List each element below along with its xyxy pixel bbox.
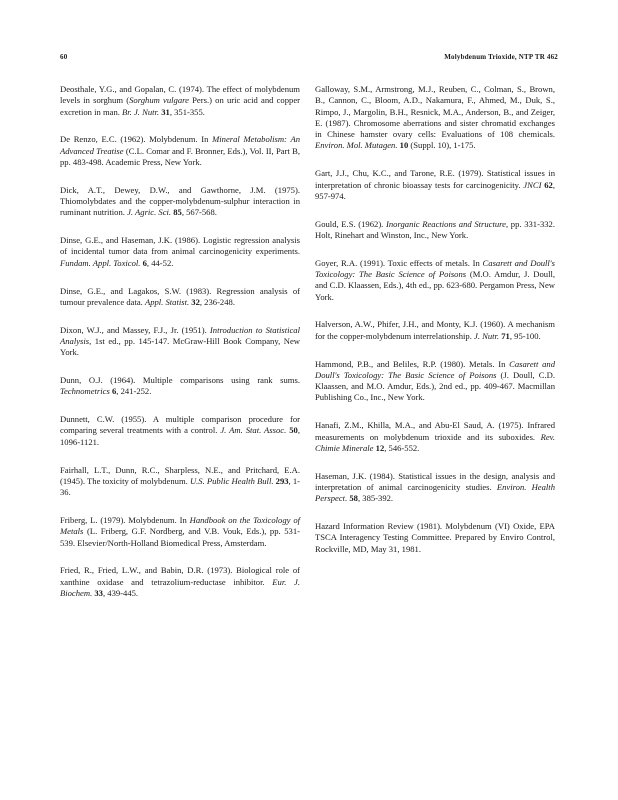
reference-text: Hanafi, Z.M., Khilla, M.A., and Abu-El Saud, A. (1975). Infrared measurements on molybdenum trioxide and its suboxides. bbox=[315, 420, 555, 442]
reference-volume: 10 bbox=[399, 140, 409, 151]
reference-entry bbox=[315, 319, 555, 342]
reference-entry bbox=[315, 359, 555, 404]
reference-details: , pp. 331-332. Holt, Rinehart and Winston, Inc., New York. bbox=[315, 218, 555, 240]
reference-title: Technometrics bbox=[60, 386, 110, 397]
reference-details: (C.L. Comar and F. Bronner, Eds.), Vol. II, Part B, pp. 483-498. Academic Press, New York. bbox=[60, 145, 300, 167]
reference-title: J. Am. Stat. Assoc. bbox=[220, 425, 287, 436]
reference-pages: (Suppl. 10), 1-175. bbox=[408, 140, 476, 151]
reference-title: Environ. Health Perspect. bbox=[315, 481, 555, 504]
reference-pages: , 957-974. bbox=[315, 179, 555, 201]
reference-title: Environ. Mol. Mutagen. bbox=[315, 140, 398, 151]
left-column bbox=[60, 84, 300, 616]
reference-volume: 50 bbox=[289, 425, 298, 436]
reference-volume: 6 bbox=[111, 386, 117, 397]
reference-details: (J. Doull, C.D. Klaassen, and M.O. Amdur, Eds.), 2nd ed., pp. 409-467. Macmillan Publishing Co., Inc., New York. bbox=[315, 369, 555, 403]
reference-text: Dixon, W.J., and Massey, F.J., Jr. (1951). bbox=[60, 324, 210, 335]
reference-entry bbox=[315, 84, 555, 152]
reference-details: Pers.) on uric acid and copper excretion in man. bbox=[60, 95, 300, 117]
reference-entry bbox=[60, 235, 300, 269]
reference-text: Hammond, P.B., and Beliles, R.P. (1980). Metals. In bbox=[315, 358, 510, 369]
reference-volume: 6 bbox=[142, 257, 147, 268]
reference-title: Appl. Statist. bbox=[144, 296, 190, 307]
reference-entry bbox=[60, 84, 300, 118]
reference-pages: , 351-355. bbox=[169, 106, 205, 117]
reference-text: Hazard Information Review (1981). Molybdenum (VI) Oxide, EPA TSCA Interagency Testing Committee. Prepared by Enviro Control, Rockville, MD, May 31, 1981. bbox=[315, 521, 555, 554]
reference-text: Dinse, G.E., and Lagakos, S.W. (1983). Regression analysis of tumour prevalence data. bbox=[60, 285, 300, 307]
reference-title: Inorganic Reactions and Structure bbox=[386, 218, 506, 229]
reference-pages: , 241-252. bbox=[116, 386, 152, 397]
reference-entry bbox=[315, 258, 555, 303]
reference-pages: , 439-445. bbox=[102, 587, 139, 598]
reference-volume: 31 bbox=[161, 106, 170, 117]
reference-entry bbox=[60, 515, 300, 549]
reference-title: Casarett and Doull's Toxicology: The Basic Science of Poisons bbox=[315, 257, 555, 280]
reference-entry bbox=[315, 471, 555, 505]
reference-entry bbox=[60, 185, 300, 219]
reference-title: U.S. Public Health Bull. bbox=[189, 475, 274, 486]
reference-details: , 1st ed., pp. 145-147. McGraw-Hill Book Company, New York. bbox=[60, 335, 300, 358]
reference-volume: 58 bbox=[349, 493, 358, 504]
reference-title: Rev. Chimie Minerale bbox=[315, 431, 555, 453]
reference-title: J. Nutr. bbox=[474, 330, 500, 341]
reference-pages: , 385-392. bbox=[357, 493, 394, 504]
reference-pages: , 1096-1121. bbox=[60, 425, 300, 447]
reference-text: Deosthale, Y.G., and Gopalan, C. (1974). The effect of molybdenum levels in sorghum ( bbox=[60, 84, 300, 106]
reference-title: Mineral Metabolism: An Advanced Treatise bbox=[60, 134, 300, 156]
reference-text: Friberg, L. (1979). Molybdenum. In bbox=[60, 514, 190, 525]
reference-text: Goyer, R.A. (1991). Toxic effects of metals. In bbox=[315, 257, 483, 268]
reference-entry bbox=[60, 325, 300, 359]
reference-volume: 62 bbox=[544, 179, 553, 190]
reference-text: Galloway, S.M., Armstrong, M.J., Reuben, C., Colman, S., Brown, B., Cannon, C., Bloom, A.D., Nakamura, F., Ahmed, M., Duk, S., Rimpo, J., Margolin, B.H., Resnick, M.A., Anderson, B., and Zeiger, E. (1987). Chromosome aberrations and sister chromatid exchanges in Chinese hamster ovary cells: Evaluations of 108 chemicals. bbox=[315, 84, 555, 140]
reference-entry bbox=[315, 420, 555, 454]
reference-details: (L. Friberg, G.F. Nordberg, and V.B. Vouk, Eds.), pp. 531-539. Elsevier/North-Holland Biomedical Press, Amsterdam. bbox=[60, 526, 300, 548]
reference-pages: , 1-36. bbox=[60, 475, 300, 498]
reference-entry bbox=[60, 414, 300, 448]
reference-volume: 32 bbox=[191, 296, 200, 307]
reference-pages: , 236-248. bbox=[199, 296, 235, 307]
reference-text: Dunnett, C.W. (1955). A multiple comparison procedure for comparing several treatments with a control. bbox=[60, 414, 300, 436]
reference-text: Fairhall, L.T., Dunn, R.C., Sharpless, N.E., and Pritchard, E.A. (1945). The toxicity of molybdenum. bbox=[60, 464, 300, 486]
reference-text: Gart, J.J., Chu, K.C., and Tarone, R.E. (1979). Statistical issues in interpretation of chronic bioassay tests for carcinogenicity. bbox=[315, 168, 555, 190]
reference-text: Dunn, O.J. (1964). Multiple comparisons using rank sums. bbox=[60, 375, 300, 386]
reference-title: Fundam. Appl. Toxicol. bbox=[60, 257, 141, 268]
reference-volume: 71 bbox=[501, 330, 510, 341]
reference-text: Gould, E.S. (1962). bbox=[315, 218, 386, 229]
reference-title: JNCI bbox=[523, 179, 542, 190]
reference-volume: 85 bbox=[173, 207, 182, 218]
reference-title: Casarett and Doull's Toxicology: The Basic Science of Poisons bbox=[315, 358, 556, 380]
reference-text: Halverson, A.W., Phifer, J.H., and Monty, K.J. (1960). A mechanism for the copper-molybdenum interrelationship. bbox=[315, 319, 555, 341]
reference-entry bbox=[60, 286, 300, 309]
reference-pages: , 546-552. bbox=[384, 442, 420, 453]
right-column bbox=[315, 84, 555, 571]
reference-volume: 12 bbox=[375, 442, 385, 453]
reference-text: Dick, A.T., Dewey, D.W., and Gawthorne, J.M. (1975). Thiomolybdates and the copper-molybdenum-sulphur interaction in ruminant nutrition. bbox=[60, 184, 300, 218]
reference-title: Eur. J. Biochem. bbox=[60, 576, 300, 598]
reference-text: Haseman, J.K. (1984). Statistical issues in the design, analysis and interpretation of animal carcinogenicity studies. bbox=[315, 470, 555, 492]
reference-pages: , 567-568. bbox=[181, 207, 217, 218]
reference-journal: Br. J. Nutr. bbox=[122, 106, 160, 117]
reference-details: (M.O. Amdur, J. Doull, and C.D. Klaassen, Eds.), 4th ed., pp. 623-680. Pergamon Press, New York. bbox=[315, 269, 555, 302]
running-title: Molybdenum Trioxide, NTP TR 462 bbox=[444, 53, 558, 61]
reference-entry bbox=[315, 219, 555, 242]
reference-title: Handbook on the Toxicology of Metals bbox=[60, 514, 300, 537]
reference-text: Fried, R., Fried, L.W., and Babin, D.R. (1973). Biological role of xanthine oxidase and tetrazolium-reductase inhibitor. bbox=[60, 565, 300, 587]
reference-volume: 33 bbox=[94, 587, 103, 598]
reference-pages: , 95-100. bbox=[509, 330, 541, 341]
reference-volume: 293 bbox=[275, 475, 289, 486]
reference-entry bbox=[60, 134, 300, 168]
reference-entry bbox=[60, 465, 300, 499]
reference-title: Sorghum vulgare bbox=[129, 95, 189, 106]
page-header bbox=[60, 53, 558, 65]
page-number: 60 bbox=[60, 53, 68, 61]
reference-title: J. Agric. Sci. bbox=[127, 207, 172, 218]
reference-entry bbox=[60, 375, 300, 398]
reference-entry bbox=[60, 565, 300, 599]
reference-pages: , 44-52. bbox=[146, 257, 174, 268]
reference-text: Dinse, G.E., and Haseman, J.K. (1986). Logistic regression analysis of incidental tumor data from animal carcinogenicity experiments. bbox=[60, 235, 300, 257]
reference-entry bbox=[315, 521, 555, 555]
reference-text: De Renzo, E.C. (1962). Molybdenum. In bbox=[60, 134, 213, 145]
reference-title: Introduction to Statistical Analysis bbox=[60, 324, 300, 346]
reference-entry bbox=[315, 168, 555, 202]
